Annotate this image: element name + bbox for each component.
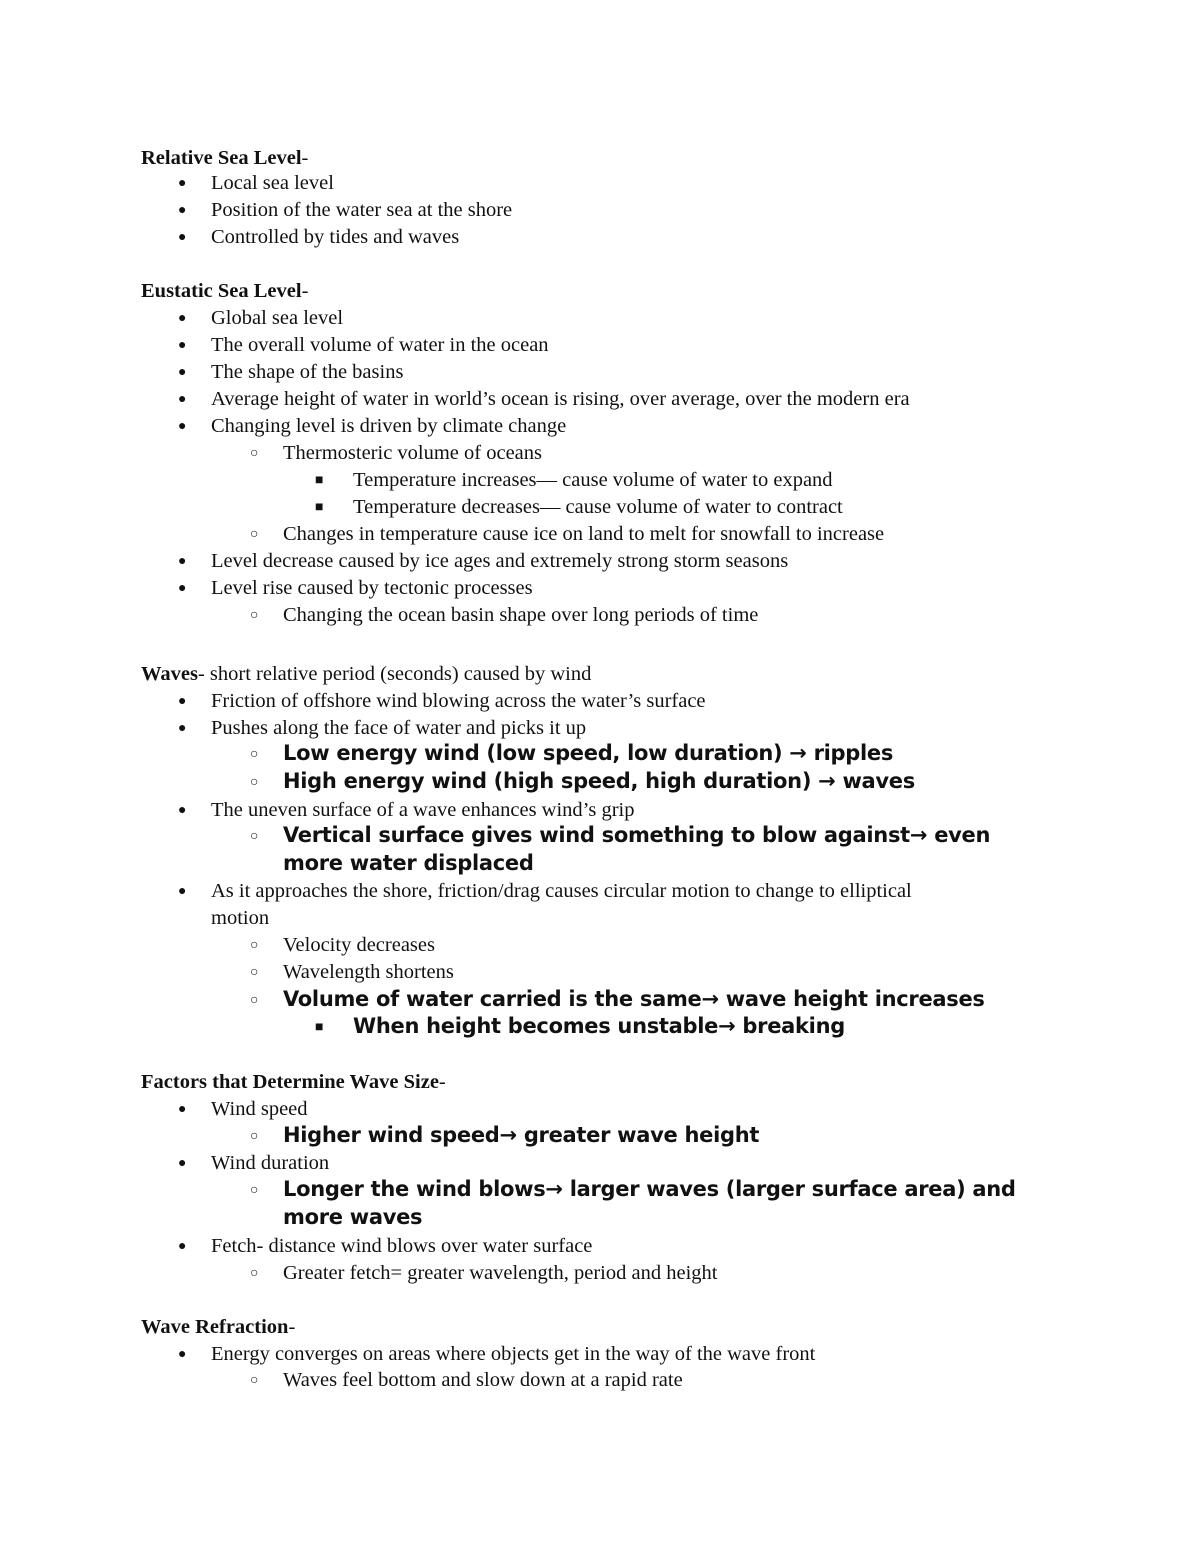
circle-bullet-icon: ○ [250,446,259,461]
disc-bullet-icon: ● [178,230,187,245]
list-item-level-2: Higher wind speed→ greater wave height [283,1123,760,1147]
list-item-level-1: Controlled by tides and waves [211,226,460,248]
circle-bullet-icon: ○ [250,965,259,980]
circle-bullet-icon: ○ [250,747,259,762]
list-item-level-2: Velocity decreases [283,934,435,956]
list-item-level-1: Level rise caused by tectonic processes [211,577,533,599]
section-heading-title: Factors that Determine Wave Size [141,1071,439,1093]
list-item-level-2: more water displaced [283,851,534,875]
list-item-level-1: The uneven surface of a wave enhances wind’s grip [211,799,635,821]
list-item-level-1: Friction of offshore wind blowing across the water’s surface [211,690,706,712]
section-heading [141,661,591,688]
list-item-level-1: Position of the water sea at the shore [211,199,513,221]
list-item-level-1: The shape of the basins [211,361,404,383]
list-item-level-1: Level decrease caused by ice ages and extremely strong storm seasons [211,550,789,572]
disc-bullet-icon: ● [178,1156,187,1171]
disc-bullet-icon: ● [178,554,187,569]
disc-bullet-icon: ● [178,365,187,380]
disc-bullet-icon: ● [178,803,187,818]
section-heading [141,1069,446,1096]
disc-bullet-icon: ● [178,1102,187,1117]
list-item-level-2: Changing the ocean basin shape over long periods of time [283,604,759,626]
list-item-level-2: Thermosteric volume of oceans [283,442,543,464]
disc-bullet-icon: ● [178,392,187,407]
section-heading-dash: - [301,280,309,302]
list-item-level-1: Global sea level [211,307,344,329]
disc-bullet-icon: ● [178,419,187,434]
disc-bullet-icon: ● [178,203,187,218]
disc-bullet-icon: ● [178,176,187,191]
list-item-level-1: Changing level is driven by climate change [211,415,567,437]
disc-bullet-icon: ● [178,581,187,596]
disc-bullet-icon: ● [178,694,187,709]
disc-bullet-icon: ● [178,1347,187,1362]
circle-bullet-icon: ○ [250,1373,259,1388]
list-item-level-2: Wavelength shortens [283,961,454,983]
circle-bullet-icon: ○ [250,938,259,953]
circle-bullet-icon: ○ [250,1183,259,1198]
list-item-level-3: Temperature decreases— cause volume of water to contract [353,496,843,518]
disc-bullet-icon: ● [178,721,187,736]
circle-bullet-icon: ○ [250,775,259,790]
square-bullet-icon: ■ [315,500,324,515]
section-heading-title: Relative Sea Level [141,147,302,169]
circle-bullet-icon: ○ [250,1266,259,1281]
disc-bullet-icon: ● [178,884,187,899]
disc-bullet-icon: ● [178,338,187,353]
circle-bullet-icon: ○ [250,527,259,542]
disc-bullet-icon: ● [178,311,187,326]
section-heading-title: Wave Refraction [141,1316,289,1338]
list-item-level-1: As it approaches the shore, friction/drag causes circular motion to change to elliptical [211,880,912,902]
section-heading-dash: - [288,1316,296,1338]
circle-bullet-icon: ○ [250,1129,259,1144]
list-item-level-2: Low energy wind (low speed, low duration) → ripples [283,741,894,765]
list-item-level-2: more waves [283,1205,423,1229]
list-item-level-1: Local sea level [211,172,334,194]
circle-bullet-icon: ○ [250,993,259,1008]
section-heading-dash: - [438,1071,446,1093]
section-heading [141,278,308,305]
circle-bullet-icon: ○ [250,829,259,844]
list-item-level-1: Energy converges on areas where objects get in the way of the wave front [211,1343,816,1365]
list-item-level-2: Changes in temperature cause ice on land to melt for snowfall to increase [283,523,885,545]
list-item-level-1: Fetch- distance wind blows over water surface [211,1235,593,1257]
list-item-level-2: Waves feel bottom and slow down at a rapid rate [283,1369,683,1391]
list-item-level-2: Volume of water carried is the same→ wave height increases [283,987,985,1011]
list-item-level-2: Longer the wind blows→ larger waves (larger surface area) and [283,1177,1016,1201]
list-item-level-2: Greater fetch= greater wavelength, period and height [283,1262,718,1284]
list-item-level-1: Average height of water in world’s ocean is rising, over average, over the modern era [211,388,910,410]
section-heading-dash: - [301,147,309,169]
list-item-level-2: Vertical surface gives wind something to blow against→ even [283,823,991,847]
square-bullet-icon: ■ [315,1020,324,1035]
list-item-level-3: Temperature increases— cause volume of water to expand [353,469,833,491]
section-heading-title: Waves [141,663,198,685]
list-item-level-1: motion [211,907,270,929]
list-item-level-2: High energy wind (high speed, high duration) → waves [283,769,915,793]
section-heading-description: short relative period (seconds) caused by wind [204,663,592,685]
section-heading [141,1314,295,1341]
list-item-level-1: Wind duration [211,1152,330,1174]
section-heading-dash: - [197,663,205,685]
list-item-level-3: When height becomes unstable→ breaking [353,1014,845,1038]
list-item-level-1: The overall volume of water in the ocean [211,334,549,356]
section-heading [141,145,308,172]
section-heading-title: Eustatic Sea Level [141,280,302,302]
circle-bullet-icon: ○ [250,608,259,623]
disc-bullet-icon: ● [178,1239,187,1254]
list-item-level-1: Wind speed [211,1098,308,1120]
square-bullet-icon: ■ [315,473,324,488]
list-item-level-1: Pushes along the face of water and picks it up [211,717,587,739]
